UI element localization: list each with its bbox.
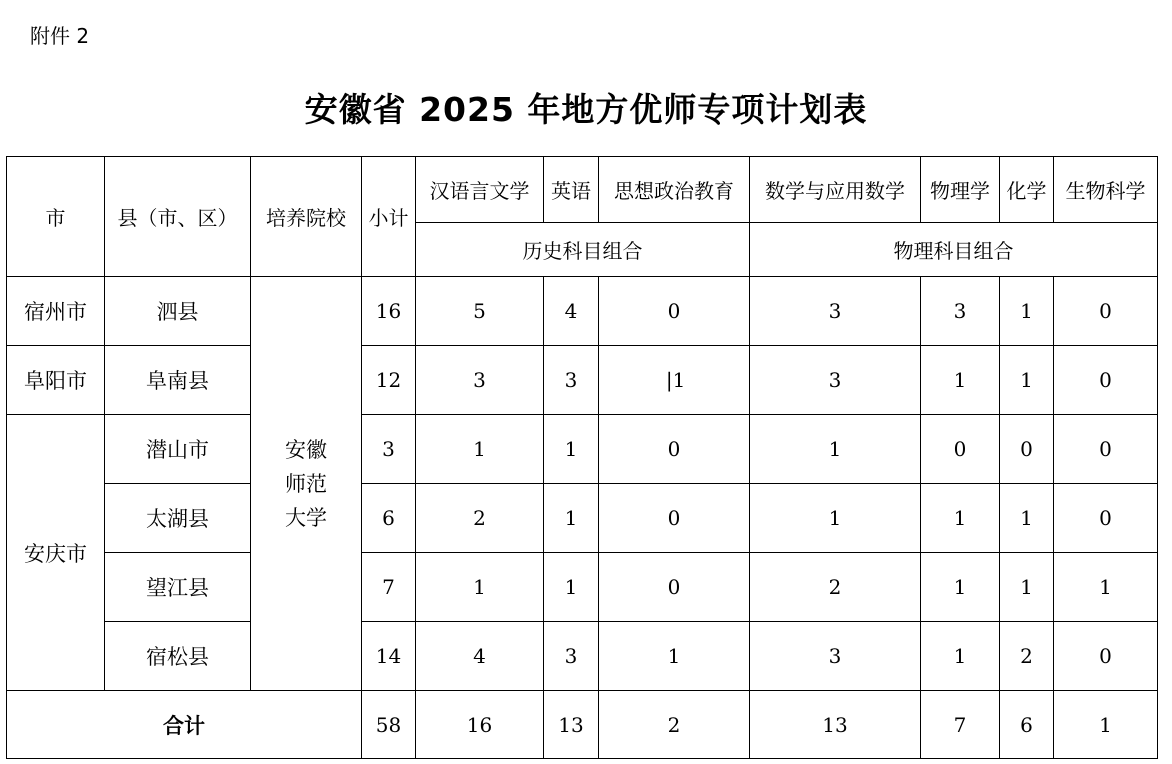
value-cell: 13	[750, 691, 921, 759]
city-cell: 安庆市	[7, 415, 105, 691]
value-cell: 1	[544, 553, 599, 622]
value-cell: 1	[1000, 553, 1054, 622]
total-row	[7, 691, 1158, 759]
value-cell: 0	[1054, 415, 1158, 484]
table-row	[7, 553, 1158, 622]
school-cell	[251, 277, 362, 691]
value-cell: 2	[599, 691, 750, 759]
value-cell: 0	[1054, 346, 1158, 415]
value-cell: 0	[599, 277, 750, 346]
page-title: 安徽省 2025 年地方优师专项计划表	[304, 90, 868, 129]
value-cell: 0	[1000, 415, 1054, 484]
school-name-line: 安徽	[285, 437, 327, 462]
value-cell: 1	[1000, 484, 1054, 553]
value-cell	[599, 346, 750, 415]
subtotal-cell: 12	[362, 346, 416, 415]
county-cell: 阜南县	[105, 346, 251, 415]
county-cell: 太湖县	[105, 484, 251, 553]
value-cell: 3	[750, 277, 921, 346]
header-county: 县（市、区）	[105, 157, 251, 277]
subtotal-cell: 58	[362, 691, 416, 759]
value-cell: 0	[599, 553, 750, 622]
value-cell: 2	[1000, 622, 1054, 691]
header-group-physics: 物理科目组合	[750, 223, 1158, 277]
subtotal-cell: 16	[362, 277, 416, 346]
value-cell: 1	[1054, 691, 1158, 759]
value-cell: 13	[544, 691, 599, 759]
header-subject: 英语	[544, 157, 599, 223]
value-cell: 0	[921, 415, 1000, 484]
value-cell: 1	[599, 622, 750, 691]
value-cell: 3	[416, 346, 544, 415]
total-label: 合计	[7, 691, 362, 759]
value-cell: 3	[544, 622, 599, 691]
value-cell: 1	[1000, 277, 1054, 346]
value-cell: 1	[544, 415, 599, 484]
subtotal-cell: 3	[362, 415, 416, 484]
value-cell: 1	[1000, 346, 1054, 415]
school-name-line: 大学	[285, 505, 327, 530]
subtotal-cell: 14	[362, 622, 416, 691]
value-cell: 4	[544, 277, 599, 346]
city-cell: 宿州市	[7, 277, 105, 346]
value-cell: 0	[599, 415, 750, 484]
value-cell: 3	[750, 346, 921, 415]
value-cell: 6	[1000, 691, 1054, 759]
annex-label: 附件 2	[30, 24, 90, 48]
header-city: 市	[7, 157, 105, 277]
table-row	[7, 484, 1158, 553]
value-cell: 2	[416, 484, 544, 553]
value-cell: 3	[544, 346, 599, 415]
value-cell: 3	[750, 622, 921, 691]
header-subject: 汉语言文学	[416, 157, 544, 223]
plan-table	[6, 156, 1158, 759]
subtotal-cell: 7	[362, 553, 416, 622]
value-cell: 1	[544, 484, 599, 553]
value-cell: 16	[416, 691, 544, 759]
value-cell: 2	[750, 553, 921, 622]
value-cell: 4	[416, 622, 544, 691]
header-subtotal: 小计	[362, 157, 416, 277]
county-cell: 潜山市	[105, 415, 251, 484]
value-cell: 1	[1054, 553, 1158, 622]
value-cell: 0	[1054, 277, 1158, 346]
header-subject: 化学	[1000, 157, 1054, 223]
subtotal-cell: 6	[362, 484, 416, 553]
value-cell: 1	[416, 553, 544, 622]
header-group-history: 历史科目组合	[416, 223, 750, 277]
county-cell: 宿松县	[105, 622, 251, 691]
value-cell: 1	[921, 484, 1000, 553]
value-cell: 1	[921, 622, 1000, 691]
value-cell: 5	[416, 277, 544, 346]
value-cell: 1	[750, 484, 921, 553]
value-cell: 0	[1054, 622, 1158, 691]
value-cell: 1	[416, 415, 544, 484]
value-cell: 0	[1054, 484, 1158, 553]
value-cell: 0	[599, 484, 750, 553]
city-cell: 阜阳市	[7, 346, 105, 415]
county-cell: 望江县	[105, 553, 251, 622]
header-school: 培养院校	[251, 157, 362, 277]
table-row	[7, 346, 1158, 415]
header-subject: 生物科学	[1054, 157, 1158, 223]
table-row	[7, 415, 1158, 484]
value-cell: 1	[921, 553, 1000, 622]
value-cell: 7	[921, 691, 1000, 759]
county-cell: 泗县	[105, 277, 251, 346]
school-name-line: 师范	[285, 471, 327, 496]
value-cell: 1	[921, 346, 1000, 415]
value-cell: 3	[921, 277, 1000, 346]
header-subject: 思想政治教育	[599, 157, 750, 223]
table-row	[7, 622, 1158, 691]
value-cell: 1	[750, 415, 921, 484]
table-row	[7, 277, 1158, 346]
header-subject: 数学与应用数学	[750, 157, 921, 223]
text-cursor: |	[665, 368, 673, 392]
header-subject: 物理学	[921, 157, 1000, 223]
value-text: 1	[672, 368, 686, 392]
